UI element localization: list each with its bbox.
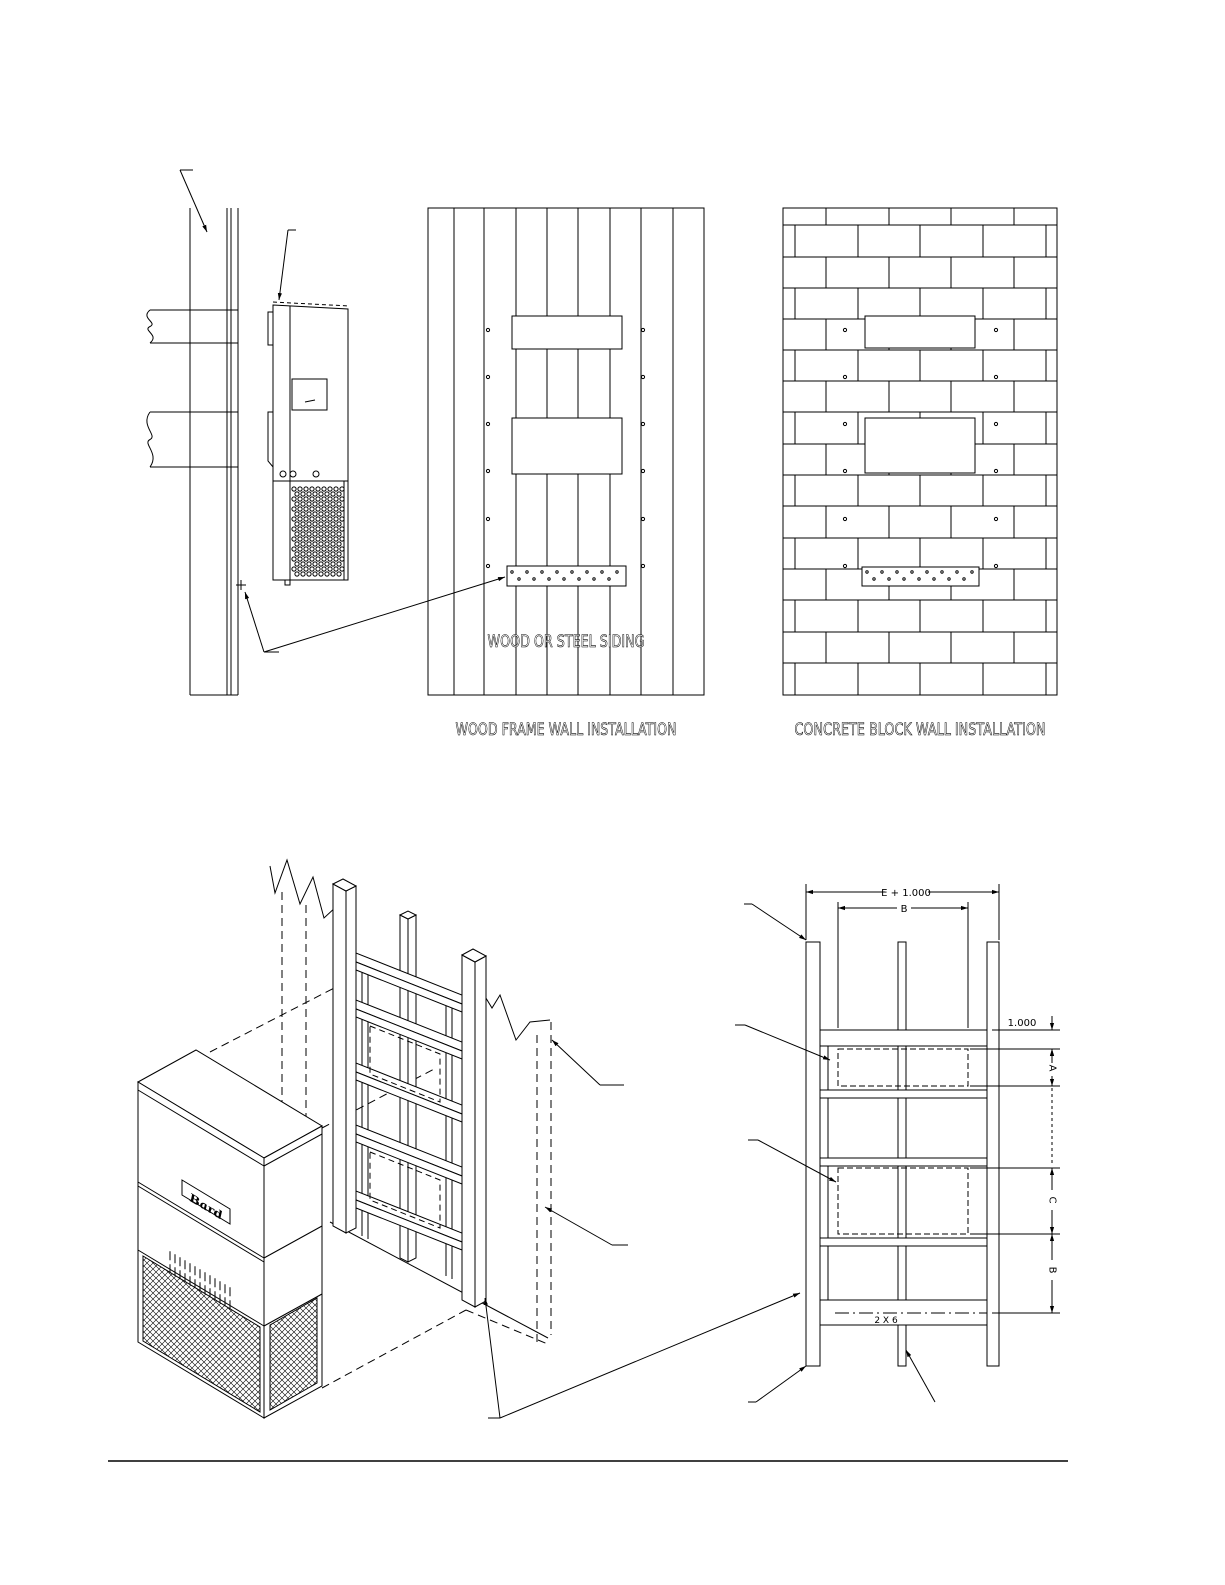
wall-leader-line <box>180 170 207 232</box>
mounting-hole <box>486 422 489 425</box>
mounting-hole <box>641 564 644 567</box>
header-offset-dimension-label: 1.000 <box>1007 1018 1037 1029</box>
unit-foot <box>285 580 290 585</box>
mounting-flange <box>268 312 273 345</box>
supply-opening <box>512 316 622 349</box>
mounting-hole <box>641 517 644 520</box>
leader-line <box>745 1025 830 1060</box>
overall-width-dimension-label: E + 1.000 <box>881 888 931 899</box>
left-jack-stud <box>820 1046 828 1300</box>
leader-line <box>485 1298 500 1418</box>
leader-line <box>552 1040 600 1085</box>
bracket-leader-line <box>245 592 264 652</box>
lower-sill <box>820 1238 987 1246</box>
leader-line <box>545 1207 612 1245</box>
side-section-view <box>147 170 505 695</box>
upper-sill <box>820 1090 987 1098</box>
leader-line <box>752 904 806 940</box>
left-stud-side <box>346 886 356 1233</box>
left-stud-front <box>333 884 346 1233</box>
mounting-hole <box>486 564 489 567</box>
unit-logo: Bard <box>189 1190 223 1225</box>
upper-opening-outline <box>838 1049 968 1086</box>
right-stud-front <box>462 955 475 1307</box>
mounting-hole <box>994 375 997 378</box>
mounting-hole <box>641 469 644 472</box>
projection-line <box>322 1310 466 1388</box>
concrete-block-wall-view <box>783 208 1057 695</box>
mounting-hole <box>843 422 846 425</box>
lower-opening-height-label: C <box>1046 1196 1058 1204</box>
bracket-leader-line <box>264 577 505 652</box>
mounting-hole <box>641 375 644 378</box>
header <box>820 1030 987 1046</box>
mounting-hole <box>486 375 489 378</box>
leader-line <box>906 1350 935 1402</box>
mounting-hole <box>486 328 489 331</box>
block-wall-title: CONCRETE BLOCK WALL INSTALLATION <box>794 720 1046 740</box>
lower-header <box>820 1158 987 1166</box>
right-stud <box>987 942 999 1366</box>
unit-leader-line <box>279 230 288 300</box>
mounting-hole <box>994 517 997 520</box>
unit-side-outline <box>273 305 348 580</box>
joist-break-line <box>147 310 153 343</box>
return-opening <box>865 418 975 473</box>
right-stud-side <box>475 956 486 1307</box>
bottom-height-label: B <box>1046 1266 1058 1274</box>
mounting-hole <box>486 517 489 520</box>
isometric-unit-and-frame-view <box>138 860 800 1418</box>
left-stud <box>806 942 820 1366</box>
mounting-hole <box>641 328 644 331</box>
opening-width-dimension-label: B <box>900 904 908 915</box>
mounting-flange <box>268 412 273 467</box>
broken-wall-line <box>270 860 337 918</box>
mounting-hole <box>994 328 997 331</box>
bottom-plate-label: 2 X 6 <box>874 1316 898 1326</box>
mounting-hole <box>843 564 846 567</box>
leader-line <box>500 1293 800 1418</box>
mounting-hole <box>486 469 489 472</box>
mounting-hole <box>641 422 644 425</box>
mounting-bracket <box>862 567 979 586</box>
upper-opening-height-label: A <box>1046 1064 1058 1072</box>
lower-opening-outline <box>838 1168 968 1234</box>
return-opening <box>512 418 622 474</box>
joist-break-line <box>147 412 153 467</box>
mounting-hole <box>843 328 846 331</box>
mounting-hole <box>843 517 846 520</box>
mounting-hole <box>843 375 846 378</box>
projection-line <box>210 985 340 1052</box>
wood-frame-wall-view <box>428 208 704 695</box>
siding-label: WOOD OR STEEL SIDING <box>487 632 645 652</box>
broken-wall-line <box>478 985 550 1040</box>
mounting-hole <box>843 469 846 472</box>
leader-line <box>756 1366 806 1402</box>
mounting-hole <box>994 469 997 472</box>
supply-opening <box>865 316 975 348</box>
mounting-bracket <box>507 566 626 586</box>
mounting-hole <box>994 564 997 567</box>
wood-frame-title: WOOD FRAME WALL INSTALLATION <box>455 720 677 740</box>
mounting-hole <box>994 422 997 425</box>
